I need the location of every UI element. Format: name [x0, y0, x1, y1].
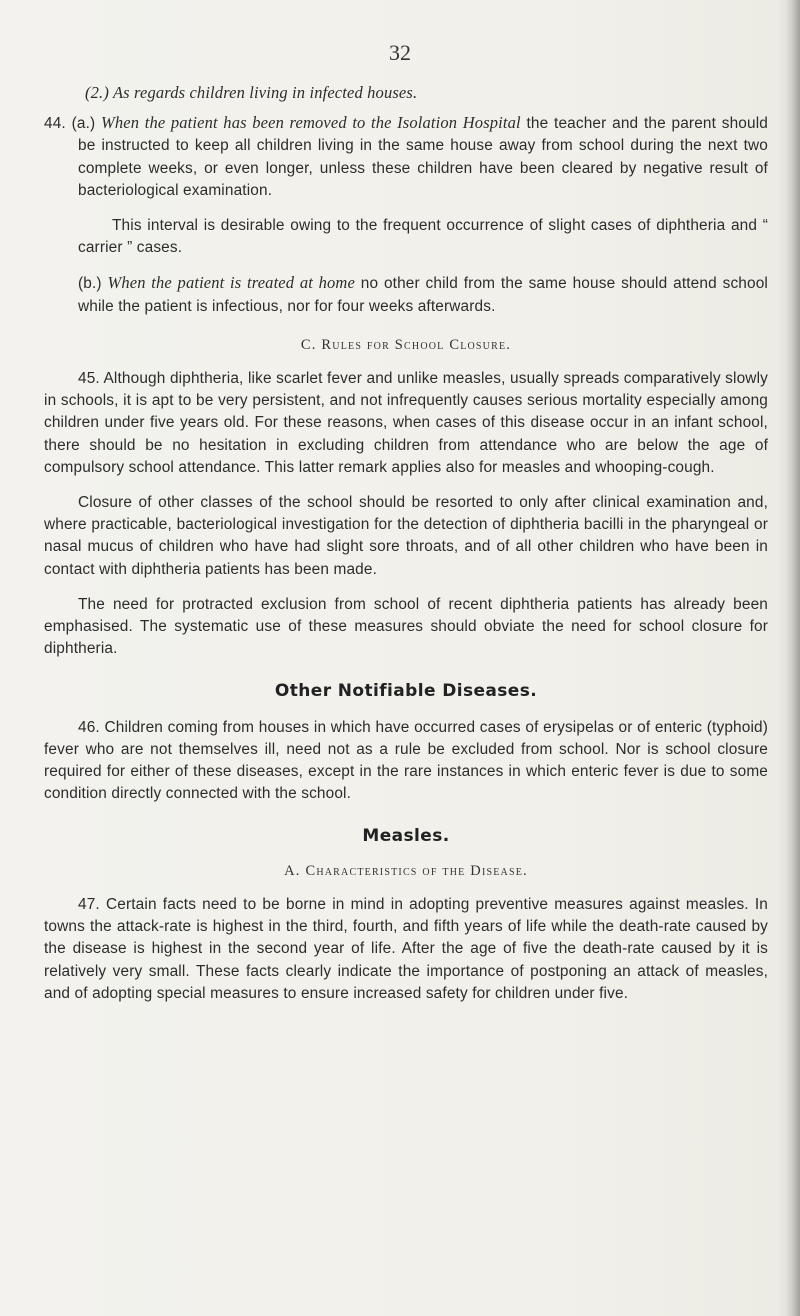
page-number: 32	[389, 40, 411, 65]
section-2-heading	[44, 82, 768, 105]
section-2-heading-text: (2.) As regards children living in infected houses.	[85, 83, 418, 102]
page-content	[44, 82, 768, 1005]
paragraph-interval: This interval is desirable owing to the frequent occurrence of slight cases of diphtheria and “ carrier ” cases.	[78, 217, 768, 257]
para-44b-label: (b.)	[78, 275, 102, 293]
para-44a-label: (a.)	[71, 115, 96, 133]
heading-characteristics: A. Characteristics of the Disease.	[284, 862, 528, 879]
paragraph-44b	[44, 272, 768, 317]
page-edge-shadow	[786, 0, 800, 1316]
para-44-number: 44.	[44, 115, 66, 133]
paragraph-46: 46. Children coming from houses in which have occurred cases of erysipelas or of enteric (typhoid) fever who are not themselves ill, need not as a rule be excluded from school. Nor is school closure required for either of these diseases, except in the rare instances in which enteric fever is due to some condition directly connected with the school.	[44, 718, 768, 803]
para-44a-text: the teacher and the parent should be instructed to keep all children living in the same house away from school during the next two complete weeks, or even longer, unless these children have been cleared by negative result of bacteriological examination.	[78, 115, 768, 199]
paragraph-47: 47. Certain facts need to be borne in mind in adopting preventive measures against measles. In towns the attack-rate is highest in the third, fourth, and fifth years of life while the death-rate caused by the disease is highest in the second year of life. After the age of five the death-rate caused by it is relatively very small. These facts clearly indicate the importance of postponing an attack of measles, and of adopting special measures to ensure increased safety for children under five.	[44, 895, 768, 1002]
para-44b-text: no other child from the same house should attend school while the patient is infectious, nor for four weeks afterwards.	[78, 275, 768, 315]
paragraph-45: 45. Although diphtheria, like scarlet fever and unlike measles, usually spreads comparatively slowly in schools, it is apt to be very persistent, and not infrequently causes serious mortality especially among children under five years old. For these reasons, when cases of this disease occur in an infant school, there should be no hesitation in excluding children from attendance who are below the age of compulsory school attendance. This latter remark applies also for measles and whooping-cough.	[44, 370, 768, 476]
heading-other-notifiable-diseases: Other Notifiable Diseases.	[274, 681, 538, 702]
paragraph-need: The need for protracted exclusion from school of recent diphtheria patients has already been emphasised. The systematic use of these measures should obviate the need for school closure for diphtheria.	[44, 595, 768, 658]
para-44a-italic: When the patient has been removed to the Isolation Hospital	[100, 113, 521, 133]
paragraph-44a	[44, 112, 768, 202]
heading-rules-school-closure: C. Rules for School Closure.	[300, 336, 512, 353]
paragraph-closure: Closure of other classes of the school should be resorted to only after clinical examination and, where practicable, bacteriological investigation for the detection of diphtheria bacilli in the pharyngeal or nasal mucus of children who have had slight sore throats, and of all other children who have been in contact with diphtheria patients has been made.	[44, 494, 768, 578]
heading-measles: Measles.	[362, 826, 450, 847]
para-44b-italic: When the patient is treated at home	[107, 273, 355, 293]
